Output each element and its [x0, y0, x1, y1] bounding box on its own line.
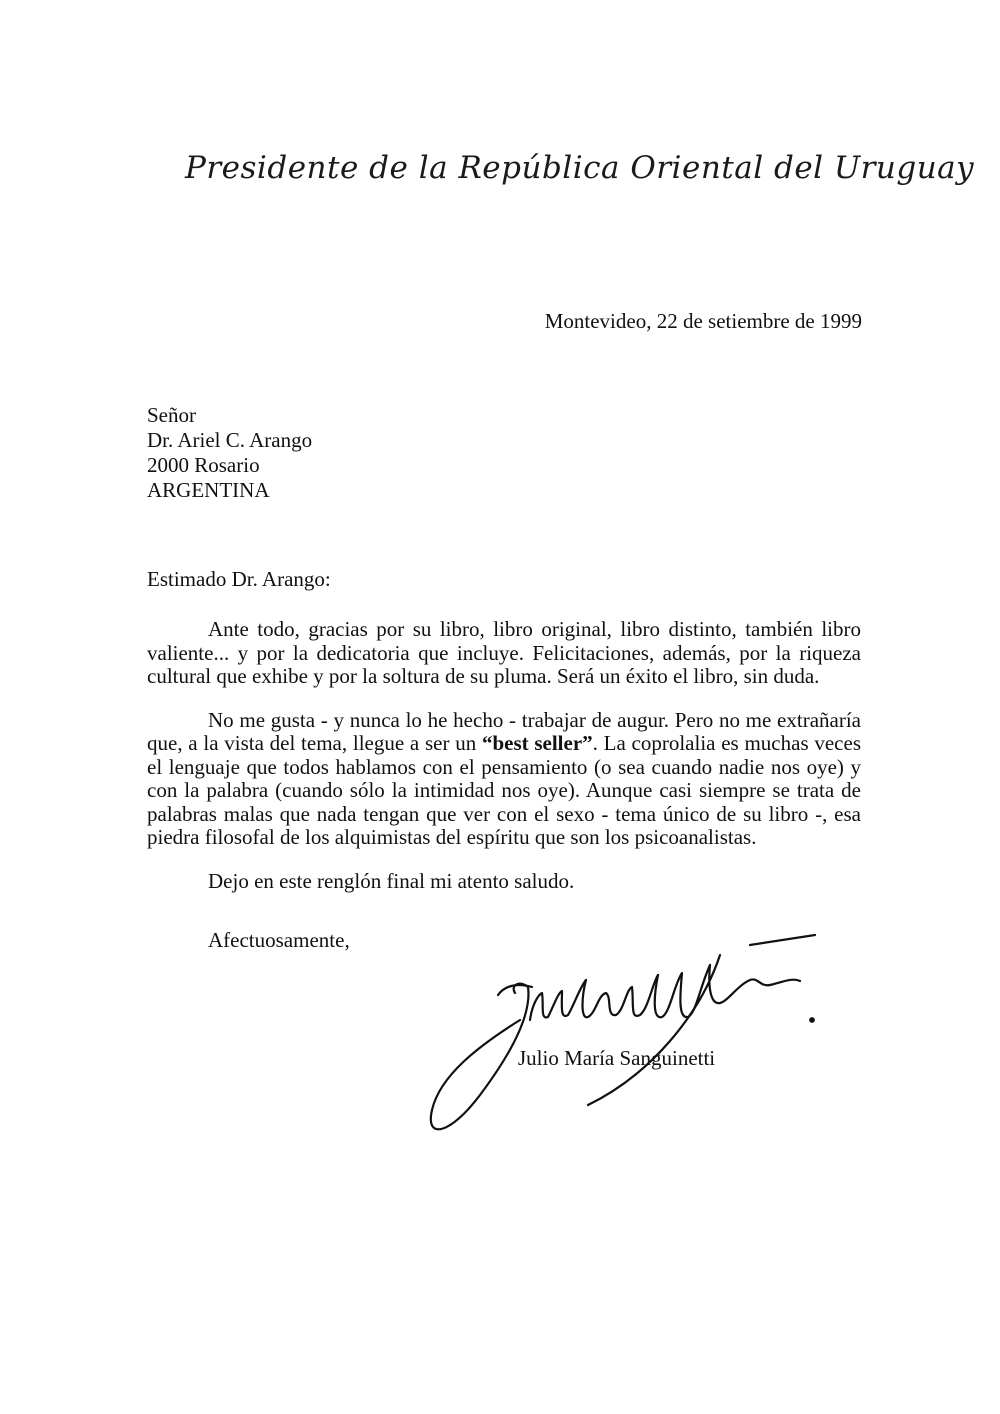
letter-date: Montevideo, 22 de setiembre de 1999 — [544, 309, 862, 333]
signer-name: Julio María Sanguinetti — [518, 1046, 716, 1070]
letter-body — [147, 618, 861, 913]
paragraph-2 — [147, 709, 861, 850]
recipient-city: 2000 Rosario — [147, 453, 260, 477]
handwritten-signature — [420, 925, 820, 1145]
best-seller-emphasis: “best seller” — [481, 731, 593, 755]
recipient-title: Señor — [147, 403, 196, 427]
paragraph-3: Dejo en este renglón final mi atento saludo. — [208, 868, 575, 893]
salutation: Estimado Dr. Arango: — [147, 567, 331, 591]
paragraph-2-end: . La coprolalia es muchas veces el lenguaje que todos hablamos con el pensamiento (o sea cuando nadie nos oye) y con la palabra (cuando sólo la intimidad nos oye). Aunque casi siempre se trata de palabras malas que nada tengan que ver con el sexo - tema único de su libro -, esa piedra filosofal de los alquimistas del espíritu que son los psicoanalistas. — [147, 731, 861, 849]
paragraph-2-start: No me gusta - y nunca lo he hecho - trabajar de augur. Pero no me extrañaría que, a la vista del tema, llegue a ser un — [147, 707, 861, 755]
letterhead: Presidente de la República Oriental del Uruguay — [185, 150, 975, 186]
paragraph-1: Ante todo, gracias por su libro, libro original, libro distinto, también libro valiente... y por la dedicatoria que incluye. Felicitaciones, además, por la riqueza cultural que exhibe y por la soltura de su pluma. Será un éxito el libro, sin duda. — [147, 617, 861, 688]
recipient-name: Dr. Ariel C. Arango — [147, 428, 313, 452]
recipient-address — [147, 403, 312, 503]
recipient-country: ARGENTINA — [147, 478, 270, 502]
closing: Afectuosamente, — [208, 928, 350, 952]
